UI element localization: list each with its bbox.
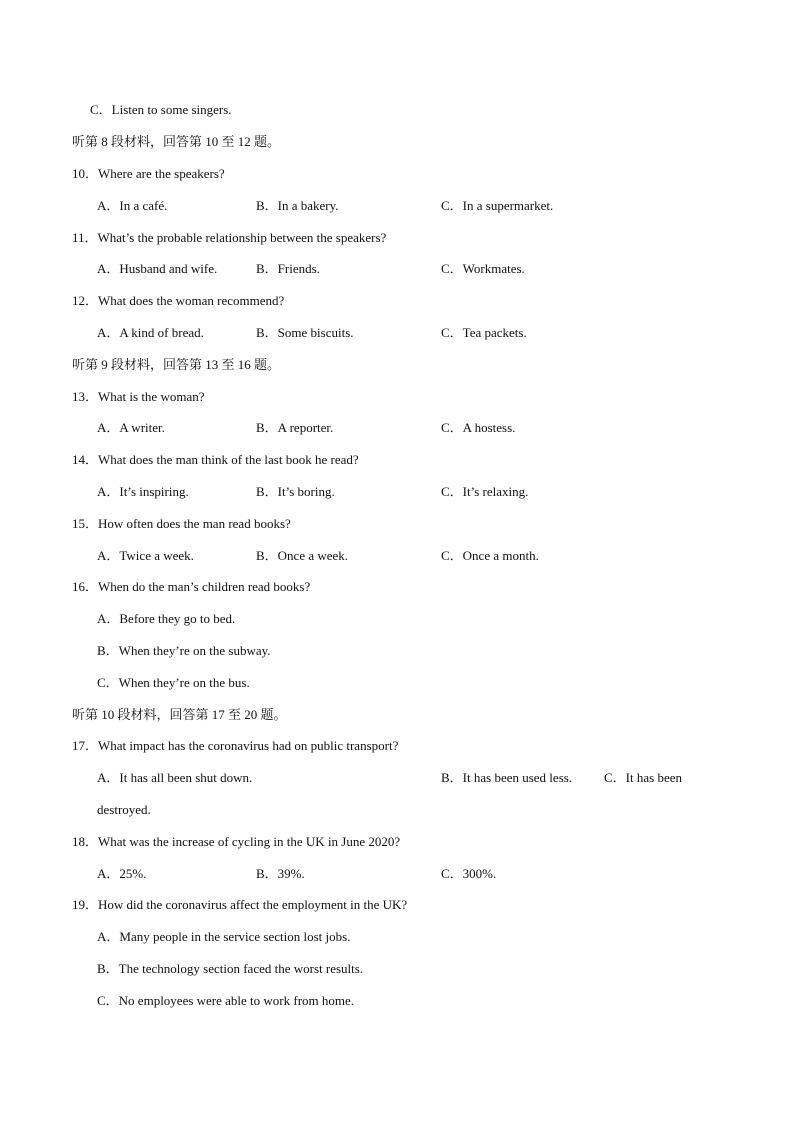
option-b: B．Friends. — [256, 261, 320, 276]
option-c: C．In a supermarket. — [441, 198, 554, 213]
option-c-continued: destroyed. — [97, 802, 151, 817]
option-a: A．It has all been shut down. — [97, 770, 253, 785]
question-16: 16．When do the man’s children read books? — [72, 579, 311, 594]
option-c: C．300%. — [441, 866, 497, 881]
option-b: B．The technology section faced the worst results. — [97, 961, 364, 976]
option-b: B．Once a week. — [256, 548, 349, 563]
option-a: A．It’s inspiring. — [97, 484, 189, 499]
option-b: B．Some biscuits. — [256, 325, 354, 340]
option-a: A．25%. — [97, 866, 147, 881]
option-a: A．Before they go to bed. — [97, 611, 236, 626]
question-10: 10．Where are the speakers? — [72, 166, 225, 181]
option-c: C．Tea packets. — [441, 325, 527, 340]
option-a: A．In a café. — [97, 198, 168, 213]
option-c: C．It’s relaxing. — [441, 484, 529, 499]
option-c: C．When they’re on the bus. — [97, 675, 250, 690]
option-a: A．A kind of bread. — [97, 325, 204, 340]
question-15: 15．How often does the man read books? — [72, 516, 291, 531]
option-a: A．Husband and wife. — [97, 261, 218, 276]
option-c: C．Workmates. — [441, 261, 525, 276]
option-b: B．In a bakery. — [256, 198, 339, 213]
option-a: A．Twice a week. — [97, 548, 194, 563]
question-13: 13．What is the woman? — [72, 389, 205, 404]
question-11: 11．What’s the probable relationship between the speakers? — [72, 230, 387, 245]
section-heading-9: 听第 9 段材料，回答第 13 至 16 题。 — [72, 357, 281, 372]
question-18: 18．What was the increase of cycling in the UK in June 2020? — [72, 834, 401, 849]
question-14: 14．What does the man think of the last book he read? — [72, 452, 359, 467]
option-b: B．39%. — [256, 866, 305, 881]
option-b: B．It’s boring. — [256, 484, 335, 499]
option-a: A．A writer. — [97, 420, 165, 435]
section-heading-10: 听第 10 段材料，回答第 17 至 20 题。 — [72, 707, 287, 722]
option-c: C．It has been — [604, 770, 682, 785]
section-heading-8: 听第 8 段材料，回答第 10 至 12 题。 — [72, 134, 281, 149]
question-12: 12．What does the woman recommend? — [72, 293, 285, 308]
option-b: B．A reporter. — [256, 420, 334, 435]
option-a: A．Many people in the service section lost jobs. — [97, 929, 351, 944]
option-b: B．It has been used less. — [441, 770, 573, 785]
option-c: C．No employees were able to work from home. — [97, 993, 355, 1008]
option-b: B．When they’re on the subway. — [97, 643, 271, 658]
option-c: C．Once a month. — [441, 548, 539, 563]
question-17: 17．What impact has the coronavirus had on public transport? — [72, 738, 399, 753]
option-c: C．A hostess. — [441, 420, 516, 435]
option-c: C．Listen to some singers. — [90, 102, 232, 117]
question-19: 19．How did the coronavirus affect the employment in the UK? — [72, 897, 408, 912]
